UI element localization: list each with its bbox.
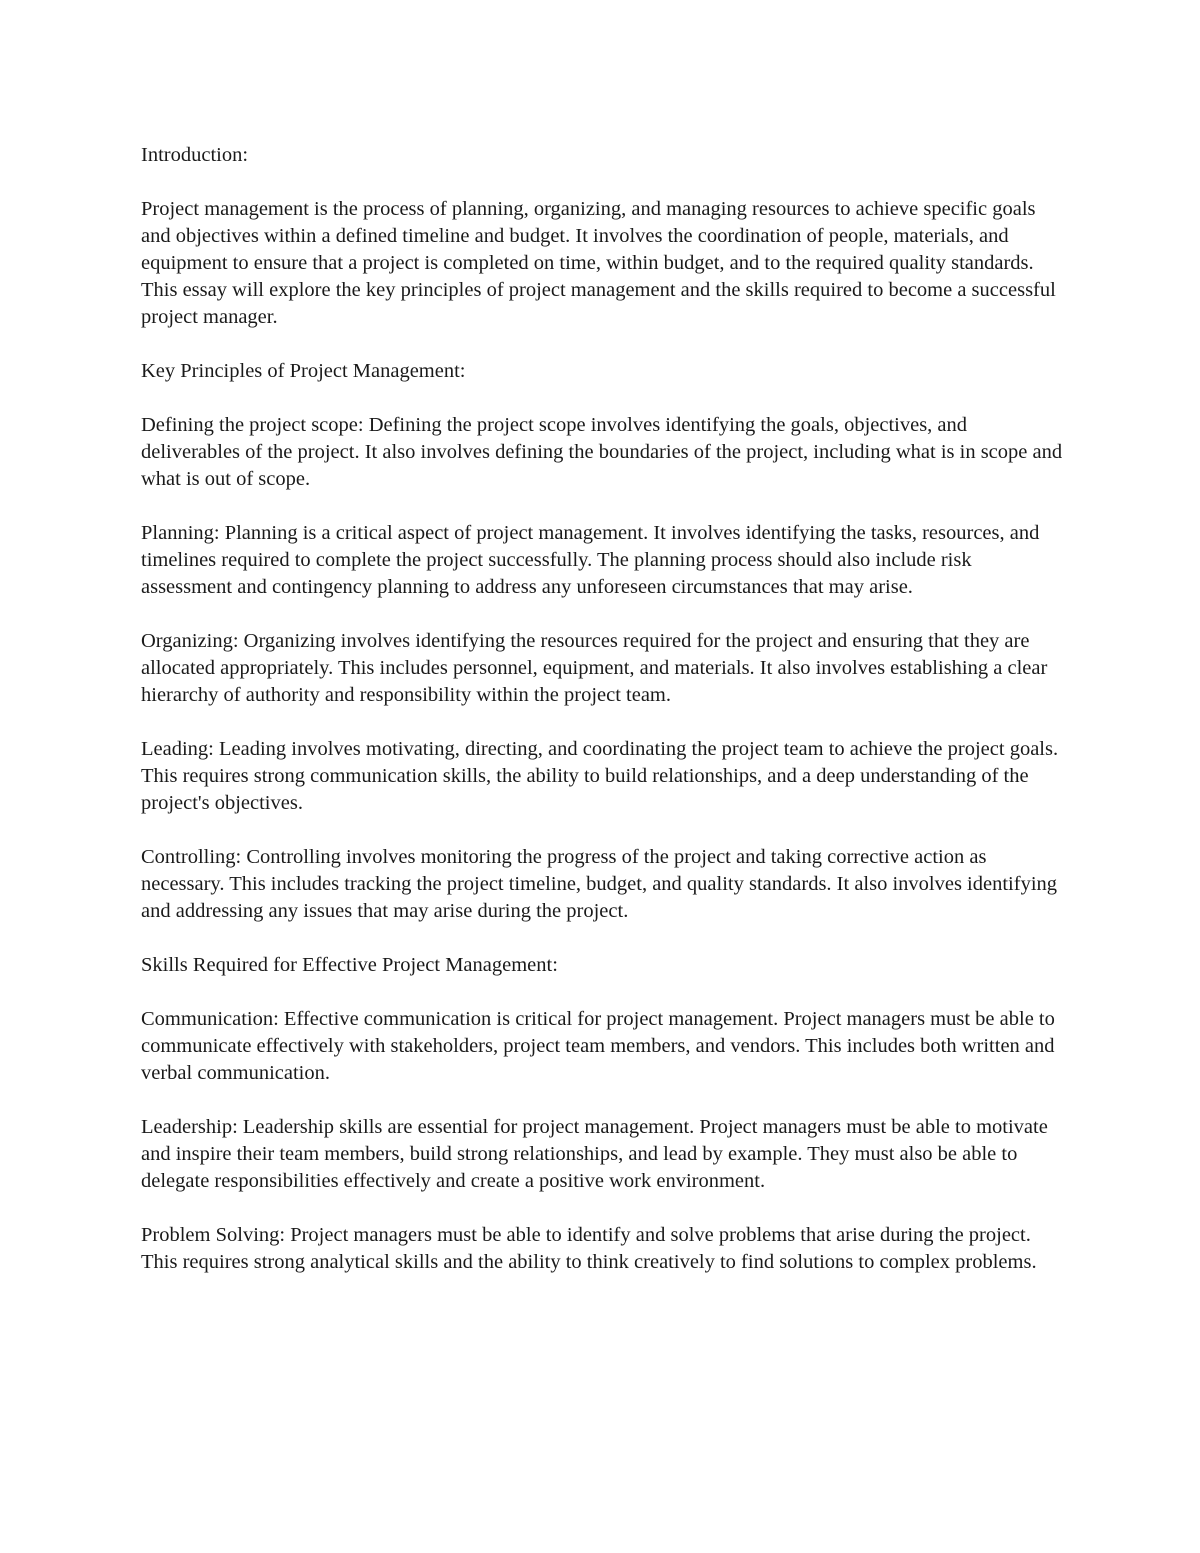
paragraph-problem-solving: Problem Solving: Project managers must be able to identify and solve problems that arise during the project. This requires strong analytical skills and the ability to think creatively to find solutions to complex problems. — [141, 1224, 1037, 1273]
paragraph-communication: Communication: Effective communication is critical for project management. Project managers must be able to communicate effectively with stakeholders, project team members, and vendors. This includes both written and verbal communication. — [141, 1008, 1055, 1084]
paragraph-introduction: Project management is the process of planning, organizing, and managing resources to achieve specific goals and objectives within a defined timeline and budget. It involves the coordination of people, materials, and equipment to ensure that a project is completed on time, within budget, and to the required quality standards. This essay will explore the key principles of project management and the skills required to become a successful project manager. — [141, 198, 1056, 328]
heading-introduction: Introduction: — [141, 144, 249, 166]
paragraph-leading: Leading: Leading involves motivating, directing, and coordinating the project team to achieve the project goals. This requires strong communication skills, the ability to build relationships, and a deep understanding of the project's objectives. — [141, 738, 1059, 814]
document-body — [141, 142, 1066, 1303]
paragraph-planning: Planning: Planning is a critical aspect of project management. It involves identifying the tasks, resources, and timelines required to complete the project successfully. The planning process should also include risk assessment and contingency planning to address any unforeseen circumstances that may arise. — [141, 522, 1040, 598]
paragraph-organizing: Organizing: Organizing involves identifying the resources required for the project and ensuring that they are allocated appropriately. This includes personnel, equipment, and materials. It also involves establishing a clear hierarchy of authority and responsibility within the project team. — [141, 630, 1048, 706]
heading-skills-required: Skills Required for Effective Project Management: — [141, 954, 558, 976]
heading-key-principles: Key Principles of Project Management: — [141, 360, 466, 382]
paragraph-defining-scope: Defining the project scope: Defining the project scope involves identifying the goals, objectives, and deliverables of the project. It also involves defining the boundaries of the project, including what is in scope and what is out of scope. — [141, 414, 1063, 490]
paragraph-controlling: Controlling: Controlling involves monitoring the progress of the project and taking corrective action as necessary. This includes tracking the project timeline, budget, and quality standards. It also involves identifying and addressing any issues that may arise during the project. — [141, 846, 1058, 922]
paragraph-leadership: Leadership: Leadership skills are essential for project management. Project managers must be able to motivate and inspire their team members, build strong relationships, and lead by example. They must also be able to delegate responsibilities effectively and create a positive work environment. — [141, 1116, 1048, 1192]
